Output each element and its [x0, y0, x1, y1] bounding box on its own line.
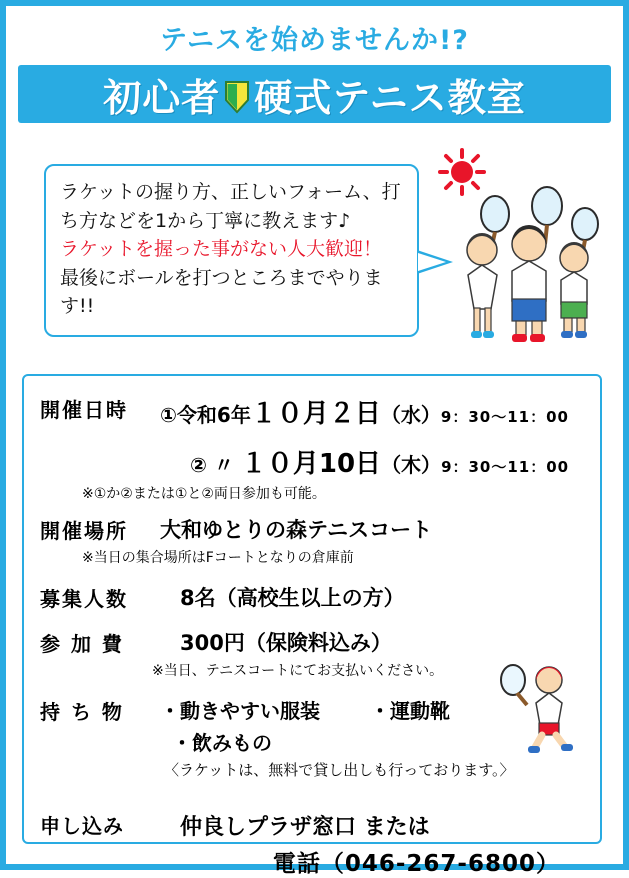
- tennis-runner-illustration: [487, 650, 597, 760]
- value-date-1: [160, 390, 584, 430]
- value-date-2: [190, 440, 584, 480]
- note-items: 〈ラケットは、無料で貸し出しも行っております。〉: [164, 761, 515, 779]
- date2-time: 9：30～11：00: [441, 458, 570, 476]
- value-phone: 電話（046-267-6800）: [272, 851, 560, 877]
- player-boy: [560, 242, 588, 338]
- date1-day: ２日: [328, 399, 381, 429]
- capacity-text: 8名（高校生以上の方）: [180, 586, 405, 610]
- bubble-line-5: す!!: [60, 295, 95, 317]
- speech-bubble: [44, 164, 419, 337]
- sprout-icon: [224, 79, 250, 113]
- label-apply: 申し込み: [40, 814, 124, 838]
- date2-marker: ②: [190, 453, 207, 477]
- bubble-line-2: ち方などを1から丁寧に教えます♪: [60, 209, 351, 232]
- date2-ditto: 〃: [213, 453, 234, 477]
- player-man: [512, 225, 546, 342]
- player-girl: [467, 233, 497, 338]
- bubble-line-1: ラケットの握り方、正しいフォーム、打: [60, 181, 401, 203]
- details-box: [22, 374, 602, 877]
- note-place: ※当日の集合場所はFコートとなりの倉庫前: [82, 550, 354, 566]
- row-capacity: [40, 579, 584, 612]
- page-title: [103, 67, 526, 122]
- value-capacity: [160, 579, 584, 612]
- title-right-text: 硬式テニス教室: [254, 75, 526, 120]
- date2-date: １０月10日: [240, 449, 382, 479]
- value-place: [160, 511, 584, 544]
- speech-bubble-wrapper: [44, 164, 419, 337]
- items-shoes: ・運動靴: [370, 699, 450, 723]
- bubble-line-4: 最後にボールを打つところまでやりま: [60, 266, 383, 289]
- value-apply: 仲良しプラザ窓口 または: [180, 815, 430, 840]
- row-apply: [40, 810, 584, 841]
- title-left-text: 初心者: [103, 75, 221, 120]
- row-place: [40, 511, 584, 544]
- date1-month: １０月: [250, 399, 329, 429]
- title-band: [18, 65, 611, 123]
- label-place: 開催場所: [40, 519, 128, 543]
- note-date: ※①か②または①と②両日参加も可能。: [82, 486, 326, 502]
- date1-marker: ①: [160, 403, 177, 427]
- date1-weekday: （水）: [380, 403, 441, 427]
- items-clothing: ・動きやすい服装: [160, 699, 320, 723]
- label-date: 開催日時: [40, 398, 128, 422]
- label-capacity: 募集人数: [40, 587, 128, 611]
- sun-burst-icon: [440, 150, 484, 194]
- note-fee: ※当日、テニスコートにてお支払いください。: [152, 663, 444, 679]
- date1-era: 令和6年: [176, 403, 251, 427]
- label-fee: 参 加 費: [40, 632, 124, 656]
- date2-weekday: （木）: [381, 453, 442, 477]
- bubble-line-3-highlight: ラケットを握った事がない人大歓迎！: [60, 238, 383, 260]
- items-drink: ・飲みもの: [172, 731, 272, 755]
- row-date: [40, 390, 584, 430]
- tennis-players-illustration: [419, 146, 609, 356]
- place-text: 大和ゆとりの森テニスコート: [160, 518, 433, 542]
- fee-text: 300円（保険料込み）: [180, 631, 392, 655]
- date1-time: 9：30～11：00: [440, 408, 569, 426]
- page-headline: テニスを始めませんか!?: [160, 25, 469, 56]
- row-date-2: [40, 440, 584, 480]
- label-items: 持 ち 物: [40, 700, 124, 724]
